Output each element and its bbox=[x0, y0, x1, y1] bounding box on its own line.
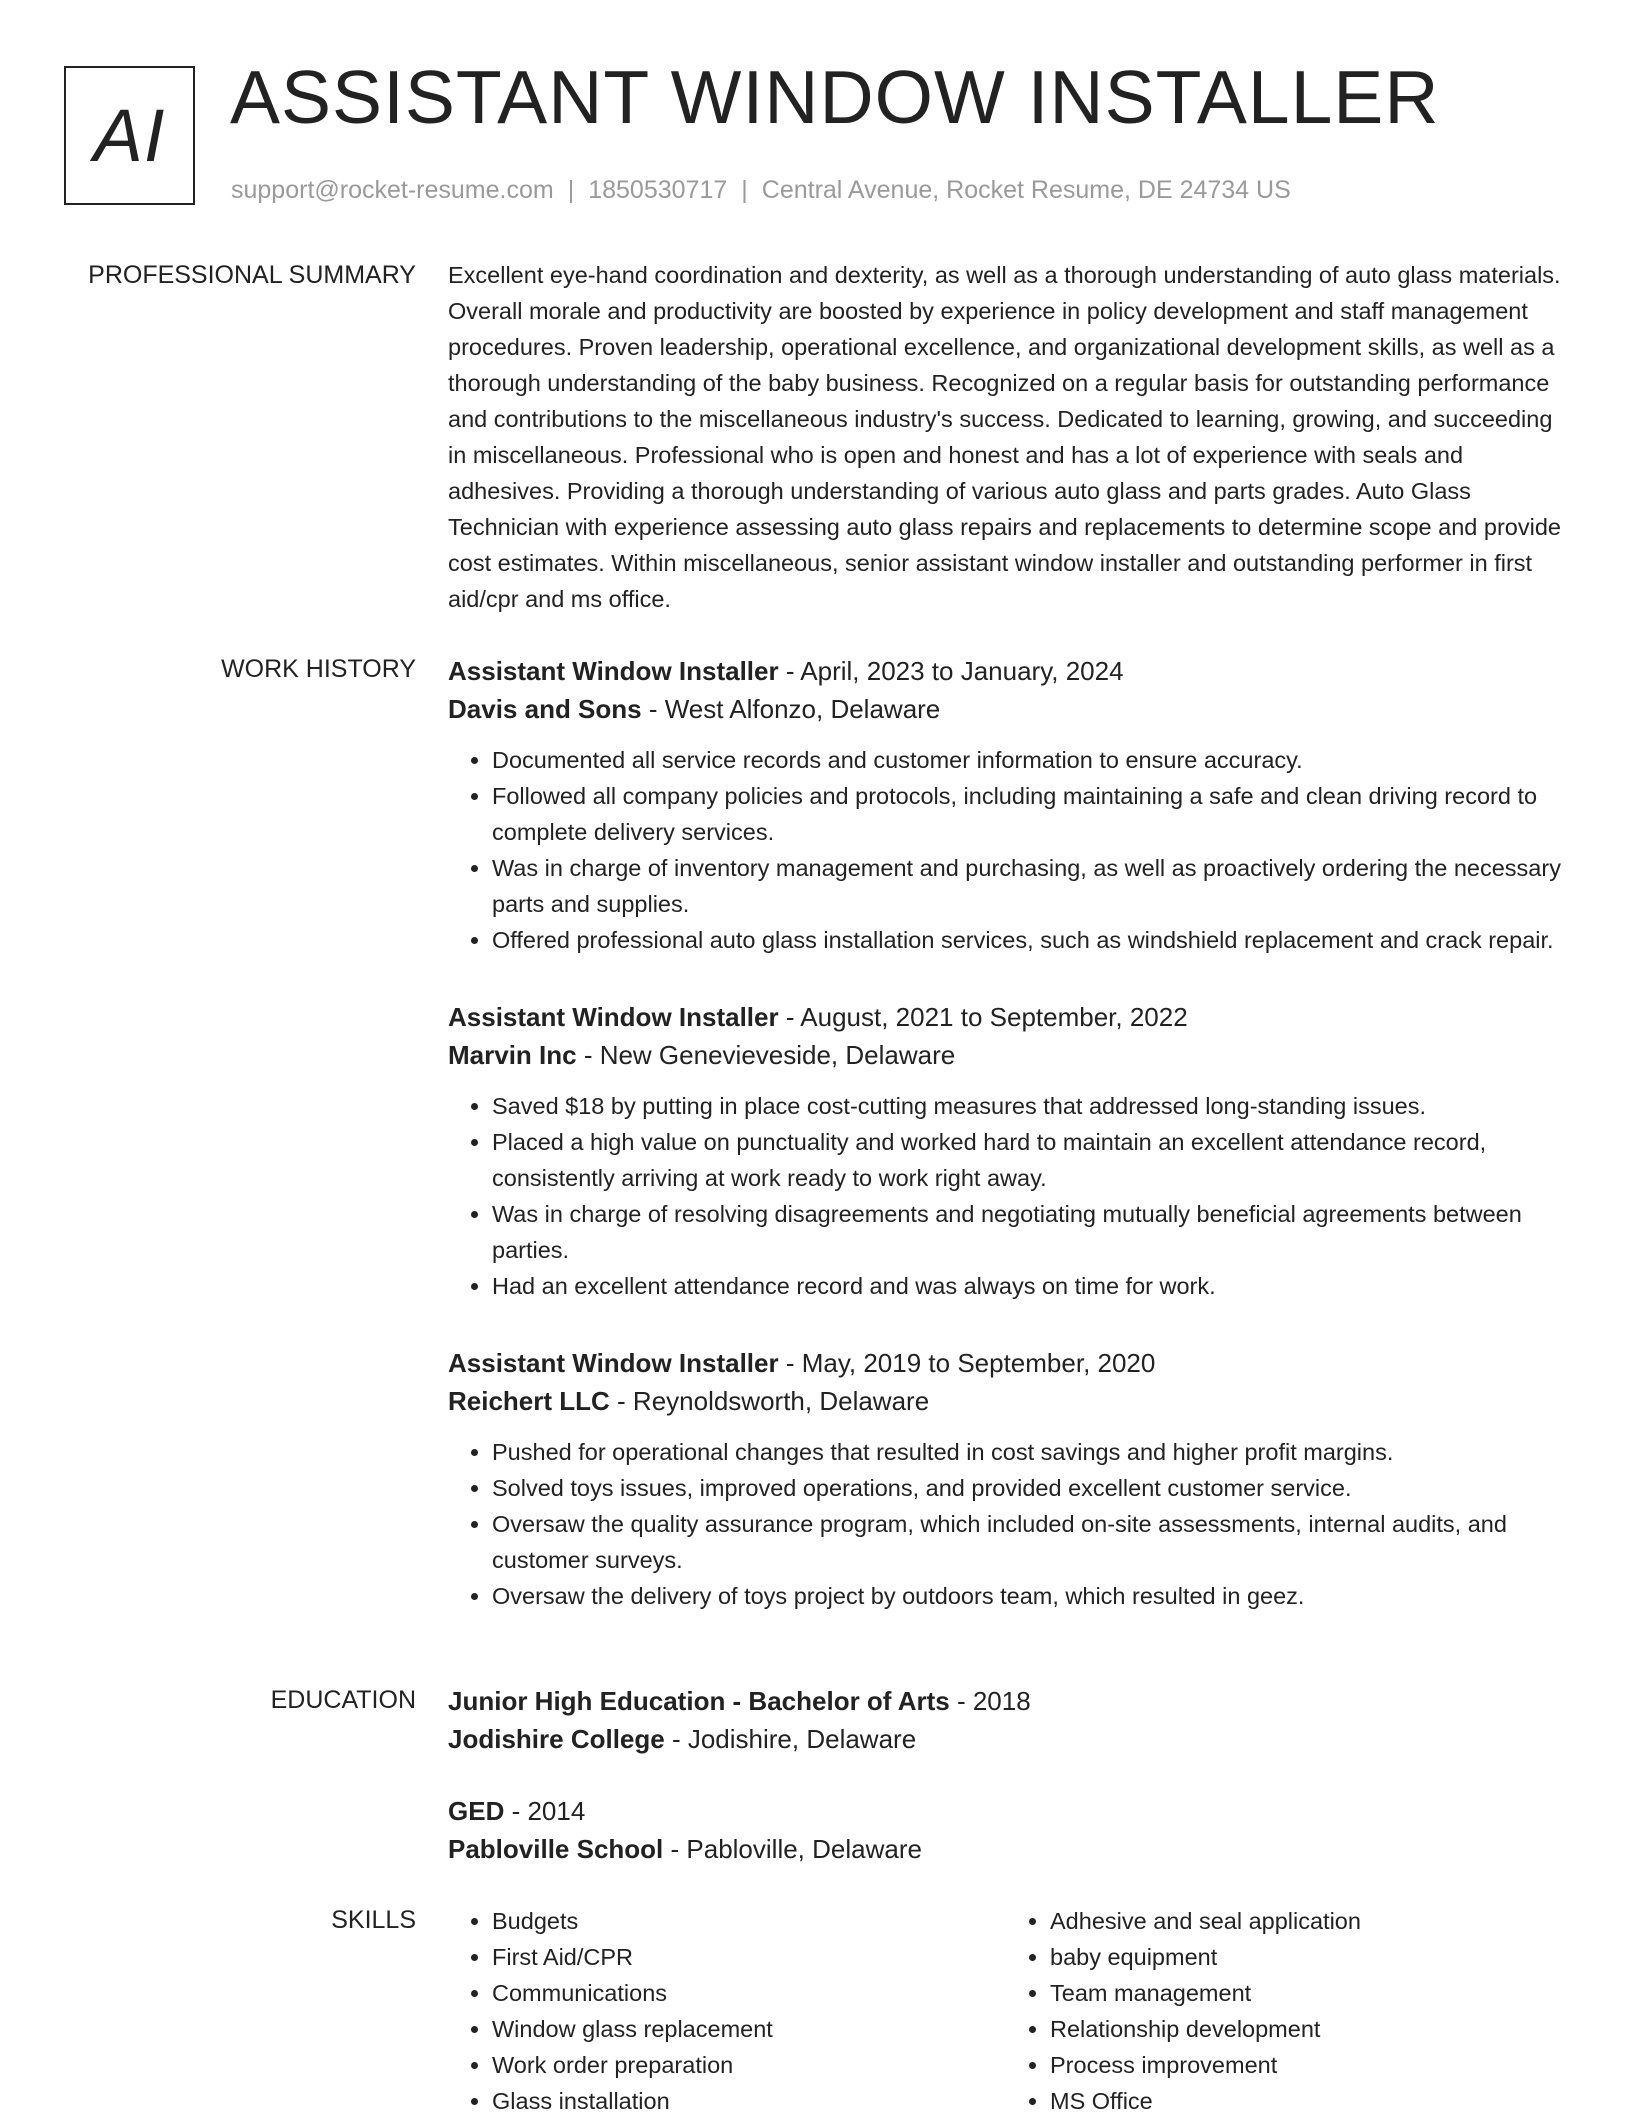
job-title-line bbox=[448, 998, 1564, 1036]
skill-item: • Team management bbox=[1050, 1975, 1564, 2011]
education-year: - 2018 bbox=[949, 1686, 1031, 1716]
skill-item: • baby equipment bbox=[1050, 1939, 1564, 1975]
job-title: Assistant Window Installer bbox=[448, 656, 779, 686]
job-dates: - August, 2021 to September, 2022 bbox=[778, 1002, 1188, 1032]
education-location: - Jodishire, Delaware bbox=[664, 1724, 917, 1754]
job-bullet: • Followed all company policies and protocols, including maintaining a safe and clean driving record to complete delivery services. bbox=[492, 778, 1564, 850]
job-bullets bbox=[448, 1434, 1564, 1614]
job-dates: - April, 2023 to January, 2024 bbox=[778, 656, 1124, 686]
job-title: Assistant Window Installer bbox=[448, 1348, 779, 1378]
education-entry bbox=[448, 1682, 1564, 1758]
skill-item: • Budgets bbox=[492, 1903, 1006, 1939]
section-label-education: EDUCATION bbox=[270, 1686, 416, 1714]
job-dates: - May, 2019 to September, 2020 bbox=[778, 1348, 1156, 1378]
contact-address: Central Avenue, Rocket Resume, DE 24734 US bbox=[761, 176, 1291, 204]
job-bullets bbox=[448, 742, 1564, 958]
job-company-line bbox=[448, 1382, 1564, 1420]
job-bullet: • Was in charge of resolving disagreements and negotiating mutually beneficial agreements between parties. bbox=[492, 1196, 1564, 1268]
job-title-line bbox=[448, 652, 1564, 690]
education-location: - Pabloville, Delaware bbox=[663, 1834, 922, 1864]
job-bullet: • Pushed for operational changes that resulted in cost savings and higher profit margins. bbox=[492, 1434, 1564, 1470]
job-bullet: • Saved $18 by putting in place cost-cutting measures that addressed long-standing issues. bbox=[492, 1088, 1564, 1124]
monogram-box bbox=[64, 66, 195, 205]
job-bullet: • Solved toys issues, improved operations, and provided excellent customer service. bbox=[492, 1470, 1564, 1506]
education-school-line bbox=[448, 1720, 1564, 1758]
section-label-summary: PROFESSIONAL SUMMARY bbox=[88, 261, 416, 289]
job-title: Assistant Window Installer bbox=[448, 1002, 779, 1032]
contact-separator: | bbox=[567, 176, 575, 204]
skill-item: • Window glass replacement bbox=[492, 2011, 1006, 2047]
education-year: - 2014 bbox=[504, 1796, 586, 1826]
skills-list-right bbox=[1006, 1903, 1564, 2119]
job-bullet: • Oversaw the quality assurance program, which included on-site assessments, internal audits, and customer surveys. bbox=[492, 1506, 1564, 1578]
job-location: - West Alfonzo, Delaware bbox=[641, 694, 941, 724]
job-company: Marvin Inc bbox=[448, 1040, 577, 1070]
skill-item: • Process improvement bbox=[1050, 2047, 1564, 2083]
education-school: Pabloville School bbox=[448, 1834, 664, 1864]
section-label-work-history: WORK HISTORY bbox=[221, 655, 416, 683]
job-company: Reichert LLC bbox=[448, 1386, 610, 1416]
summary-section bbox=[448, 257, 1564, 617]
job-bullet: • Documented all service records and customer information to ensure accuracy. bbox=[492, 742, 1564, 778]
job-company-line bbox=[448, 1036, 1564, 1074]
contact-email[interactable]: support@rocket-resume.com bbox=[231, 176, 554, 204]
job-title-line bbox=[448, 1344, 1564, 1382]
job-location: - New Genevieveside, Delaware bbox=[576, 1040, 956, 1070]
job-bullet: • Oversaw the delivery of toys project by outdoors team, which resulted in geez. bbox=[492, 1578, 1564, 1614]
skill-item: • Communications bbox=[492, 1975, 1006, 2011]
job-bullets bbox=[448, 1088, 1564, 1304]
skill-item: • Adhesive and seal application bbox=[1050, 1903, 1564, 1939]
resume-name: ASSISTANT WINDOW INSTALLER bbox=[230, 55, 1440, 139]
education-section bbox=[448, 1682, 1564, 1902]
job-company: Davis and Sons bbox=[448, 694, 642, 724]
education-degree-line bbox=[448, 1682, 1564, 1720]
education-degree: Junior High Education - Bachelor of Arts bbox=[448, 1686, 950, 1716]
skill-item: • Glass installation bbox=[492, 2083, 1006, 2119]
job-entry bbox=[448, 1344, 1564, 1614]
skill-item: • First Aid/CPR bbox=[492, 1939, 1006, 1975]
skills-list-left bbox=[448, 1903, 1006, 2119]
education-degree-line bbox=[448, 1792, 1564, 1830]
job-entry bbox=[448, 652, 1564, 958]
summary-text: Excellent eye-hand coordination and dexterity, as well as a thorough understanding of auto glass materials. Overall morale and productivity are boosted by experience in policy development and staff management procedures. Proven leadership, operational excellence, and organizational development skills, as well as a thorough understanding of the baby business. Recognized on a regular basis for outstanding performance and contributions to the miscellaneous industry's success. Dedicated to learning, growing, and succeeding in miscellaneous. Professional who is open and honest and has a lot of experience with seals and adhesives. Providing a thorough understanding of various auto glass and parts grades. Auto Glass Technician with experience assessing auto glass repairs and replacements to determine scope and provide cost estimates. Within miscellaneous, senior assistant window installer and outstanding performer in first aid/cpr and ms office. bbox=[448, 262, 1561, 612]
skill-item: • MS Office bbox=[1050, 2083, 1564, 2119]
job-bullet: • Offered professional auto glass installation services, such as windshield replacement and crack repair. bbox=[492, 922, 1564, 958]
education-school: Jodishire College bbox=[448, 1724, 665, 1754]
monogram-initials: AI bbox=[93, 94, 166, 177]
contact-phone[interactable]: 1850530717 bbox=[588, 176, 728, 204]
skill-item: • Relationship development bbox=[1050, 2011, 1564, 2047]
section-label-skills: SKILLS bbox=[331, 1906, 416, 1934]
job-bullet: • Placed a high value on punctuality and worked hard to maintain an excellent attendance record, consistently arriving at work ready to work right away. bbox=[492, 1124, 1564, 1196]
job-location: - Reynoldsworth, Delaware bbox=[609, 1386, 930, 1416]
job-company-line bbox=[448, 690, 1564, 728]
contact-separator: | bbox=[741, 176, 748, 204]
skills-section bbox=[448, 1903, 1564, 2119]
education-school-line bbox=[448, 1830, 1564, 1868]
contact-line bbox=[231, 176, 1291, 205]
work-history-section bbox=[448, 652, 1564, 1654]
education-degree: GED bbox=[448, 1796, 505, 1826]
job-bullet: • Had an excellent attendance record and was always on time for work. bbox=[492, 1268, 1564, 1304]
job-entry bbox=[448, 998, 1564, 1304]
skill-item: • Work order preparation bbox=[492, 2047, 1006, 2083]
job-bullet: • Was in charge of inventory management and purchasing, as well as proactively ordering the necessary parts and supplies. bbox=[492, 850, 1564, 922]
skills-columns bbox=[448, 1903, 1564, 2119]
education-entry bbox=[448, 1792, 1564, 1868]
